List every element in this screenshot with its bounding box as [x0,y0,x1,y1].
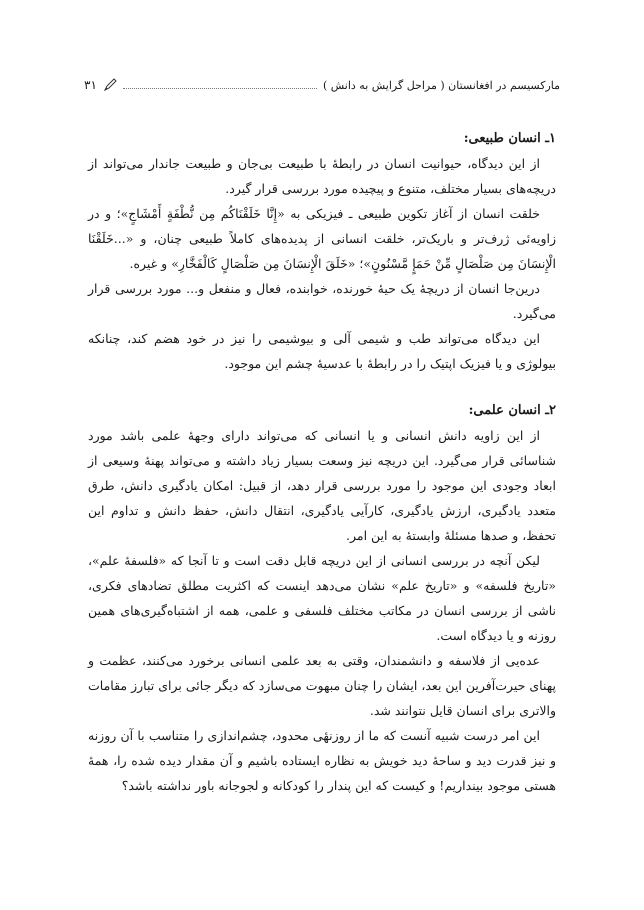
leader-dots [123,88,317,89]
paragraph: این امر درست شبیه آنست که ما از روزنهٔی محدود، چشم‌اندازی را متناسب با آن روزنه و نیز قدرت دید و ساحهٔ دید خویش به نظاره ایستاده باشیم و آن مقدار دیده شده را، همهٔ هستی موجود بینداریم! و کیست که این پندار را کودکانه و لجوجانه باور نداشته باشد؟ [88,728,556,793]
pen-icon [103,78,117,92]
paragraph: لیکن آنچه در بررسی انسانی از این دریچه قابل دقت است و تا آنجا که «فلسفهٔ علم»، «تاریخ فلسفه» و «تاریخ علم» نشان می‌دهد اینست که اکثریت مطلق تضادهای فکری، ناشی از بررسی انسان در مکاتب مختلف فلسفی و علمی، همه از اشتباه‌گیری‌های همین روزنه و یا دیدگاه است. [88,553,556,643]
paragraph: این دیدگاه می‌تواند طب و شیمی آلی و بیوشیمی را نیز در خود هضم کند، چنانکه بیولوژی و یا فیزیک اپتیک را در رابطهٔ با عدسیهٔ چشم این موجود. [88,331,556,371]
paragraph: درین‌جا انسان از دریچهٔ یک حیهٔ خورنده، خوابنده، فعال و منفعل و... مورد بررسی قرار می‌گیرد. [88,281,556,321]
paragraph: از این زاویه دانش انسانی و یا انسانی که می‌تواند دارای وجههٔ علمی باشد مورد شناسائی قرار می‌گیرد. این دریچه نیز وسعت بسیار زیاد داشته و می‌تواند پهنهٔ وسیعی از ابعاد وجودی این موجود را مورد بررسی قرار دهد، از قبیل: امکان یادگیری دانش، طرق متعدد یادگیری، ارزش یادگیری، کارآیی یادگیری، انتقال دانش، حفظ دانش و تداوم این تحفظ، و صدها مسئلهٔ وابستهٔ به این امر. [88,428,556,543]
paragraph: از این دیدگاه، حیوانیت انسان در رابطهٔ با طبیعت بی‌جان و طبیعت جاندار می‌تواند از دریچه‌های بسیار مختلف، متنوع و پیچیده مورد بررسی قرار گیرد. [88,156,556,196]
section-heading-natural-human: ۱ـ انسان طبیعی: [463,131,556,146]
body-text [88,126,556,798]
running-header [84,74,560,96]
section-heading-scientific-human: ۲ـ انسان علمی: [468,403,556,418]
paragraph: عده‌یی از فلاسفه و دانشمندان، وقتی به بعد علمی انسانی برخورد می‌کنند، عظمت و پهنای حیرت‌آفرین این بعد، ایشان را چنان مبهوت می‌سازد که دیگر جائی برای تبارز مقامات والاتری برای انسان قایل نتوانند شد. [88,653,556,718]
paragraph: خلقت انسان از آغاز تکوین طبیعی ـ فیزیکی به «إِنَّا خَلَقْنَاکُم مِن نُّطْفَةٍ أَمْشَاجٍ»؛ و در زاویه‌ئی ژرف‌تر و باریک‌تر، خلقت انسانی از پدیده‌های کاملاً طبیعی چنان، و «...خَلَقْنَا الْإِنسَانَ مِن صَلْصَالٍ مِّنْ حَمَإٍ مَّسْنُونٍ»؛ «خَلَقَ الْإِنسَانَ مِن صَلْصَالٍ كَالْفَخَّارِ» و غیره. [88,206,556,271]
running-title: مارکسیسم در افغانستان ( مراحل گرایش به دانش ) [322,78,560,92]
page-number: ۳۱ [84,78,97,92]
